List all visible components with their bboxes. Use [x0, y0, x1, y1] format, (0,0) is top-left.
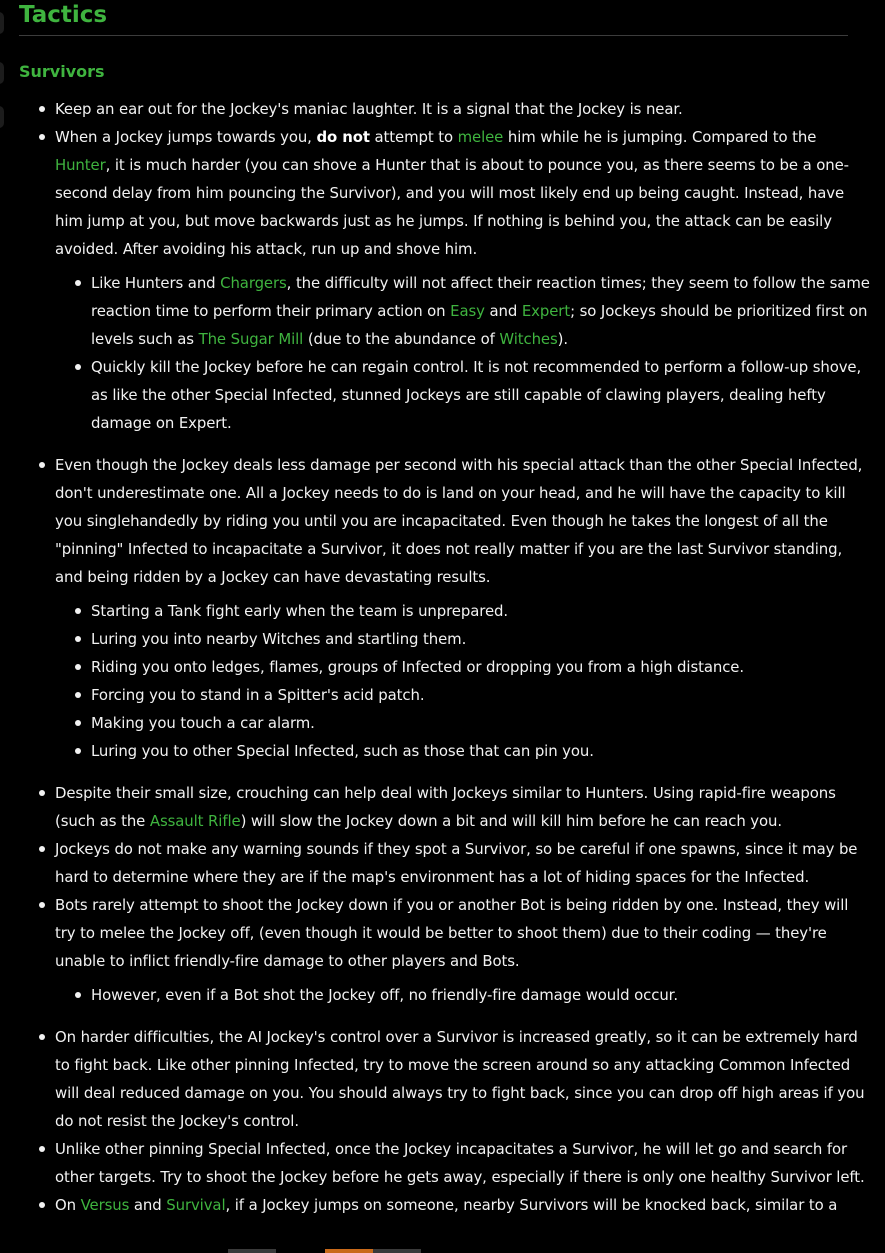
list-item: Quickly kill the Jockey before he can regain control. It is not recommended to perform a follow-up shove, as like the other Special Infected, stunned Jockeys are still capable of clawing players, dealing hefty damage on Expert.	[91, 353, 870, 437]
list-item: However, even if a Bot shot the Jockey off, no friendly-fire damage would occur.	[91, 981, 870, 1009]
list-item: Even though the Jockey deals less damage per second with his special attack than the other Special Infected, don't underestimate one. All a Jockey needs to do is land on your head, and he will have the capacity to kill you singlehandedly by riding you until you are incapacitated. Even though he takes the longest of all the "pinning" Infected to incapacitate a Survivor, it does not really matter if you are the last Survivor standing, and being ridden by a Jockey can have devastating results. Starting a Tank fight early when the team is unprepared. Luring you into nearby Witches and startling them. Riding you onto ledges, flames, groups of Infected or dropping you from a high distance. Forcing you to stand in a Spitter's acid patch. Making you touch a car alarm. Luring you to other Special Infected, such as those that can pin you.	[55, 451, 870, 765]
list-item: Like Hunters and Chargers, the difficulty will not affect their reaction times; they seem to follow the same reaction time to perform their primary action on Easy and Expert; so Jockeys should be prioritized first on levels such as The Sugar Mill (due to the abundance of Witches).	[91, 269, 870, 353]
indicator-segment	[325, 1249, 373, 1253]
emphasis-text: do not	[316, 128, 370, 146]
list-item: Riding you onto ledges, flames, groups of Infected or dropping you from a high distance.	[91, 653, 870, 681]
edge-marker	[0, 12, 4, 34]
indicator-segment	[373, 1249, 421, 1253]
list-item: On Versus and Survival, if a Jockey jumps on someone, nearby Survivors will be knocked back, similar to a	[55, 1191, 870, 1219]
link-assault-rifle[interactable]: Assault Rifle	[149, 812, 241, 830]
sub-list	[55, 269, 870, 437]
bottom-scroll-indicator	[0, 1249, 885, 1253]
subsection-heading-survivors: Survivors	[19, 62, 105, 81]
list-item: Despite their small size, crouching can help deal with Jockeys similar to Hunters. Using rapid-fire weapons (such as the Assault Rifle) will slow the Jockey down a bit and will kill him before he can reach you.	[55, 779, 870, 835]
link-easy[interactable]: Easy	[450, 302, 485, 320]
list-item: Starting a Tank fight early when the team is unprepared.	[91, 597, 870, 625]
edge-marker	[0, 62, 4, 84]
list-item: Keep an ear out for the Jockey's maniac laughter. It is a signal that the Jockey is near.	[55, 95, 870, 123]
link-versus[interactable]: Versus	[80, 1196, 130, 1214]
link-witches[interactable]: Witches	[499, 330, 558, 348]
list-item: Forcing you to stand in a Spitter's acid patch.	[91, 681, 870, 709]
link-survival[interactable]: Survival	[166, 1196, 226, 1214]
list-item: Luring you to other Special Infected, such as those that can pin you.	[91, 737, 870, 765]
list-item: On harder difficulties, the AI Jockey's control over a Survivor is increased greatly, so it can be extremely hard to fight back. Like other pinning Infected, try to move the screen around so any attacking Common Infected will deal reduced damage on you. You should always try to fight back, since you can drop off high areas if you do not resist the Jockey's control.	[55, 1023, 870, 1135]
tactics-content	[0, 95, 870, 1219]
list-item: Unlike other pinning Special Infected, once the Jockey incapacitates a Survivor, he will let go and search for other targets. Try to shoot the Jockey before he gets away, especially if there is only one healthy Survivor left.	[55, 1135, 870, 1191]
list-item: Luring you into nearby Witches and startling them.	[91, 625, 870, 653]
list-item: Bots rarely attempt to shoot the Jockey down if you or another Bot is being ridden by one. Instead, they will try to melee the Jockey off, (even though it would be better to shoot them) due to their coding — they're unable to inflict friendly-fire damage to other players and Bots. However, even if a Bot shot the Jockey off, no friendly-fire damage would occur.	[55, 891, 870, 1009]
section-heading-tactics: Tactics	[19, 0, 848, 36]
list-item: Making you touch a car alarm.	[91, 709, 870, 737]
tactics-list	[0, 95, 870, 1219]
sub-list	[55, 981, 870, 1009]
link-chargers[interactable]: Chargers	[220, 274, 287, 292]
link-expert[interactable]: Expert	[521, 302, 571, 320]
list-item: When a Jockey jumps towards you, do not attempt to melee him while he is jumping. Compared to the Hunter, it is much harder (you can shove a Hunter that is about to pounce you, as there seems to be a one-second delay from him pouncing the Survivor), and you will most likely end up being caught. Instead, have him jump at you, but move backwards just as he jumps. If nothing is behind you, the attack can be easily avoided. After avoiding his attack, run up and shove him. Like Hunters and Chargers, the difficulty will not affect their reaction times; they seem to follow the same reaction time to perform their primary action on Easy and Expert; so Jockeys should be prioritized first on levels such as The Sugar Mill (due to the abundance of Witches). Quickly kill the Jockey before he can regain control. It is not recommended to perform a follow-up shove, as like the other Special Infected, stunned Jockeys are still capable of clawing players, dealing hefty damage on Expert.	[55, 123, 870, 437]
link-the-sugar-mill[interactable]: The Sugar Mill	[198, 330, 304, 348]
list-item: Jockeys do not make any warning sounds if they spot a Survivor, so be careful if one spawns, since it may be hard to determine where they are if the map's environment has a lot of hiding spaces for the Infected.	[55, 835, 870, 891]
link-melee[interactable]: melee	[457, 128, 504, 146]
link-hunter[interactable]: Hunter	[55, 156, 106, 174]
indicator-segment	[228, 1249, 276, 1253]
sub-list	[55, 597, 870, 765]
